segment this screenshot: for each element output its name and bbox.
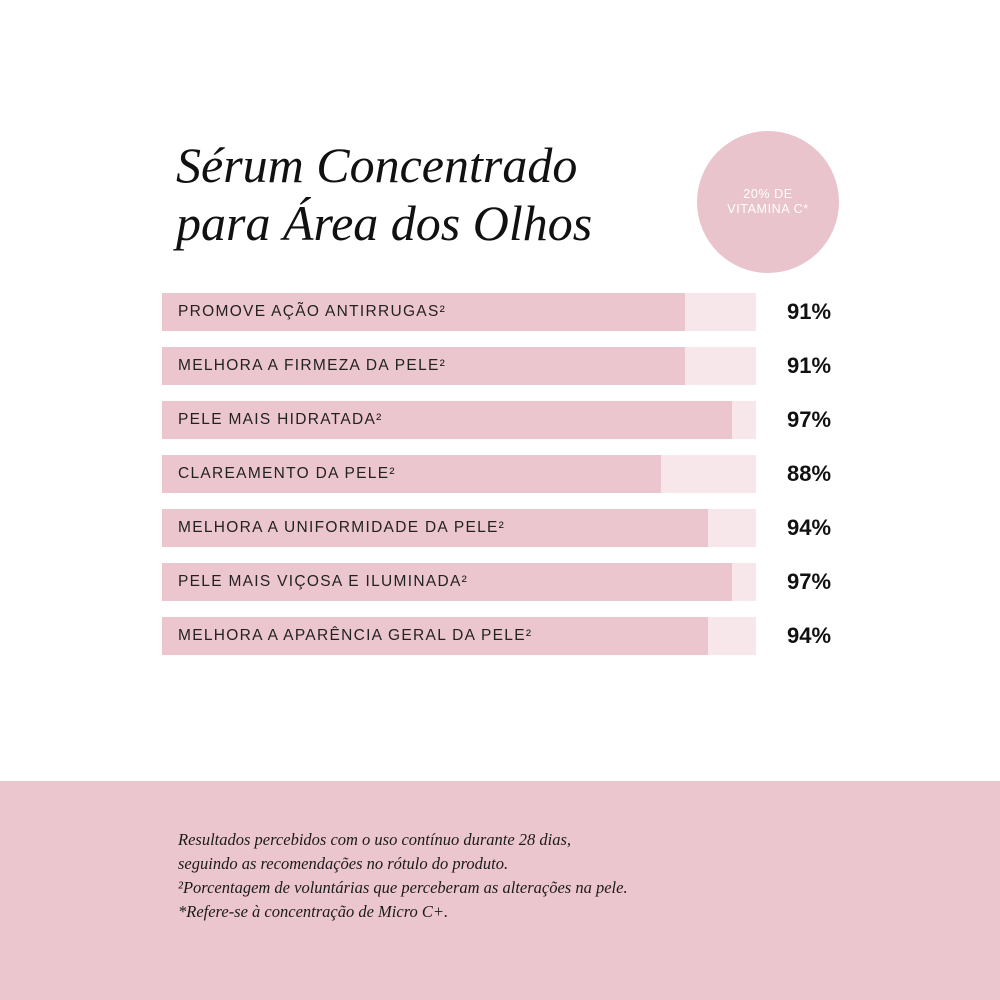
footnote-line: Resultados percebidos com o uso contínuo durante 28 dias, — [178, 830, 572, 849]
footnote-line: seguindo as recomendações no rótulo do produto. — [178, 854, 509, 873]
bar-value-label: 97% — [786, 569, 832, 594]
badge-line-1: 20% DE — [743, 187, 793, 201]
bar-label: CLAREAMENTO DA PELE² — [178, 465, 396, 482]
bar-value-label: 91% — [786, 299, 832, 324]
bar-label: PROMOVE AÇÃO ANTIRRUGAS² — [178, 303, 447, 320]
bar-value-label: 88% — [786, 461, 832, 486]
bar-label: PELE MAIS HIDRATADA² — [178, 411, 383, 428]
title-line-2: para Área dos Olhos — [176, 195, 593, 251]
bar-label: MELHORA A UNIFORMIDADE DA PELE² — [178, 519, 506, 536]
footnote-line: *Refere-se à concentração de Micro C+. — [178, 902, 449, 921]
badge-line-2: VITAMINA C* — [727, 202, 809, 216]
bar-label: PELE MAIS VIÇOSA E ILUMINADA² — [178, 573, 469, 590]
bar-value-label: 94% — [786, 623, 832, 648]
bar-label: MELHORA A FIRMEZA DA PELE² — [178, 357, 447, 374]
bar-label: MELHORA A APARÊNCIA GERAL DA PELE² — [178, 627, 533, 644]
footnote-line: ²Porcentagem de voluntárias que perceberam as alterações na pele. — [178, 878, 628, 897]
bar-value-label: 91% — [786, 353, 832, 378]
bar-value-label: 97% — [786, 407, 832, 432]
bar-value-label: 94% — [786, 515, 832, 540]
title-line-1: Sérum Concentrado — [176, 137, 578, 193]
footnotes — [178, 828, 878, 924]
